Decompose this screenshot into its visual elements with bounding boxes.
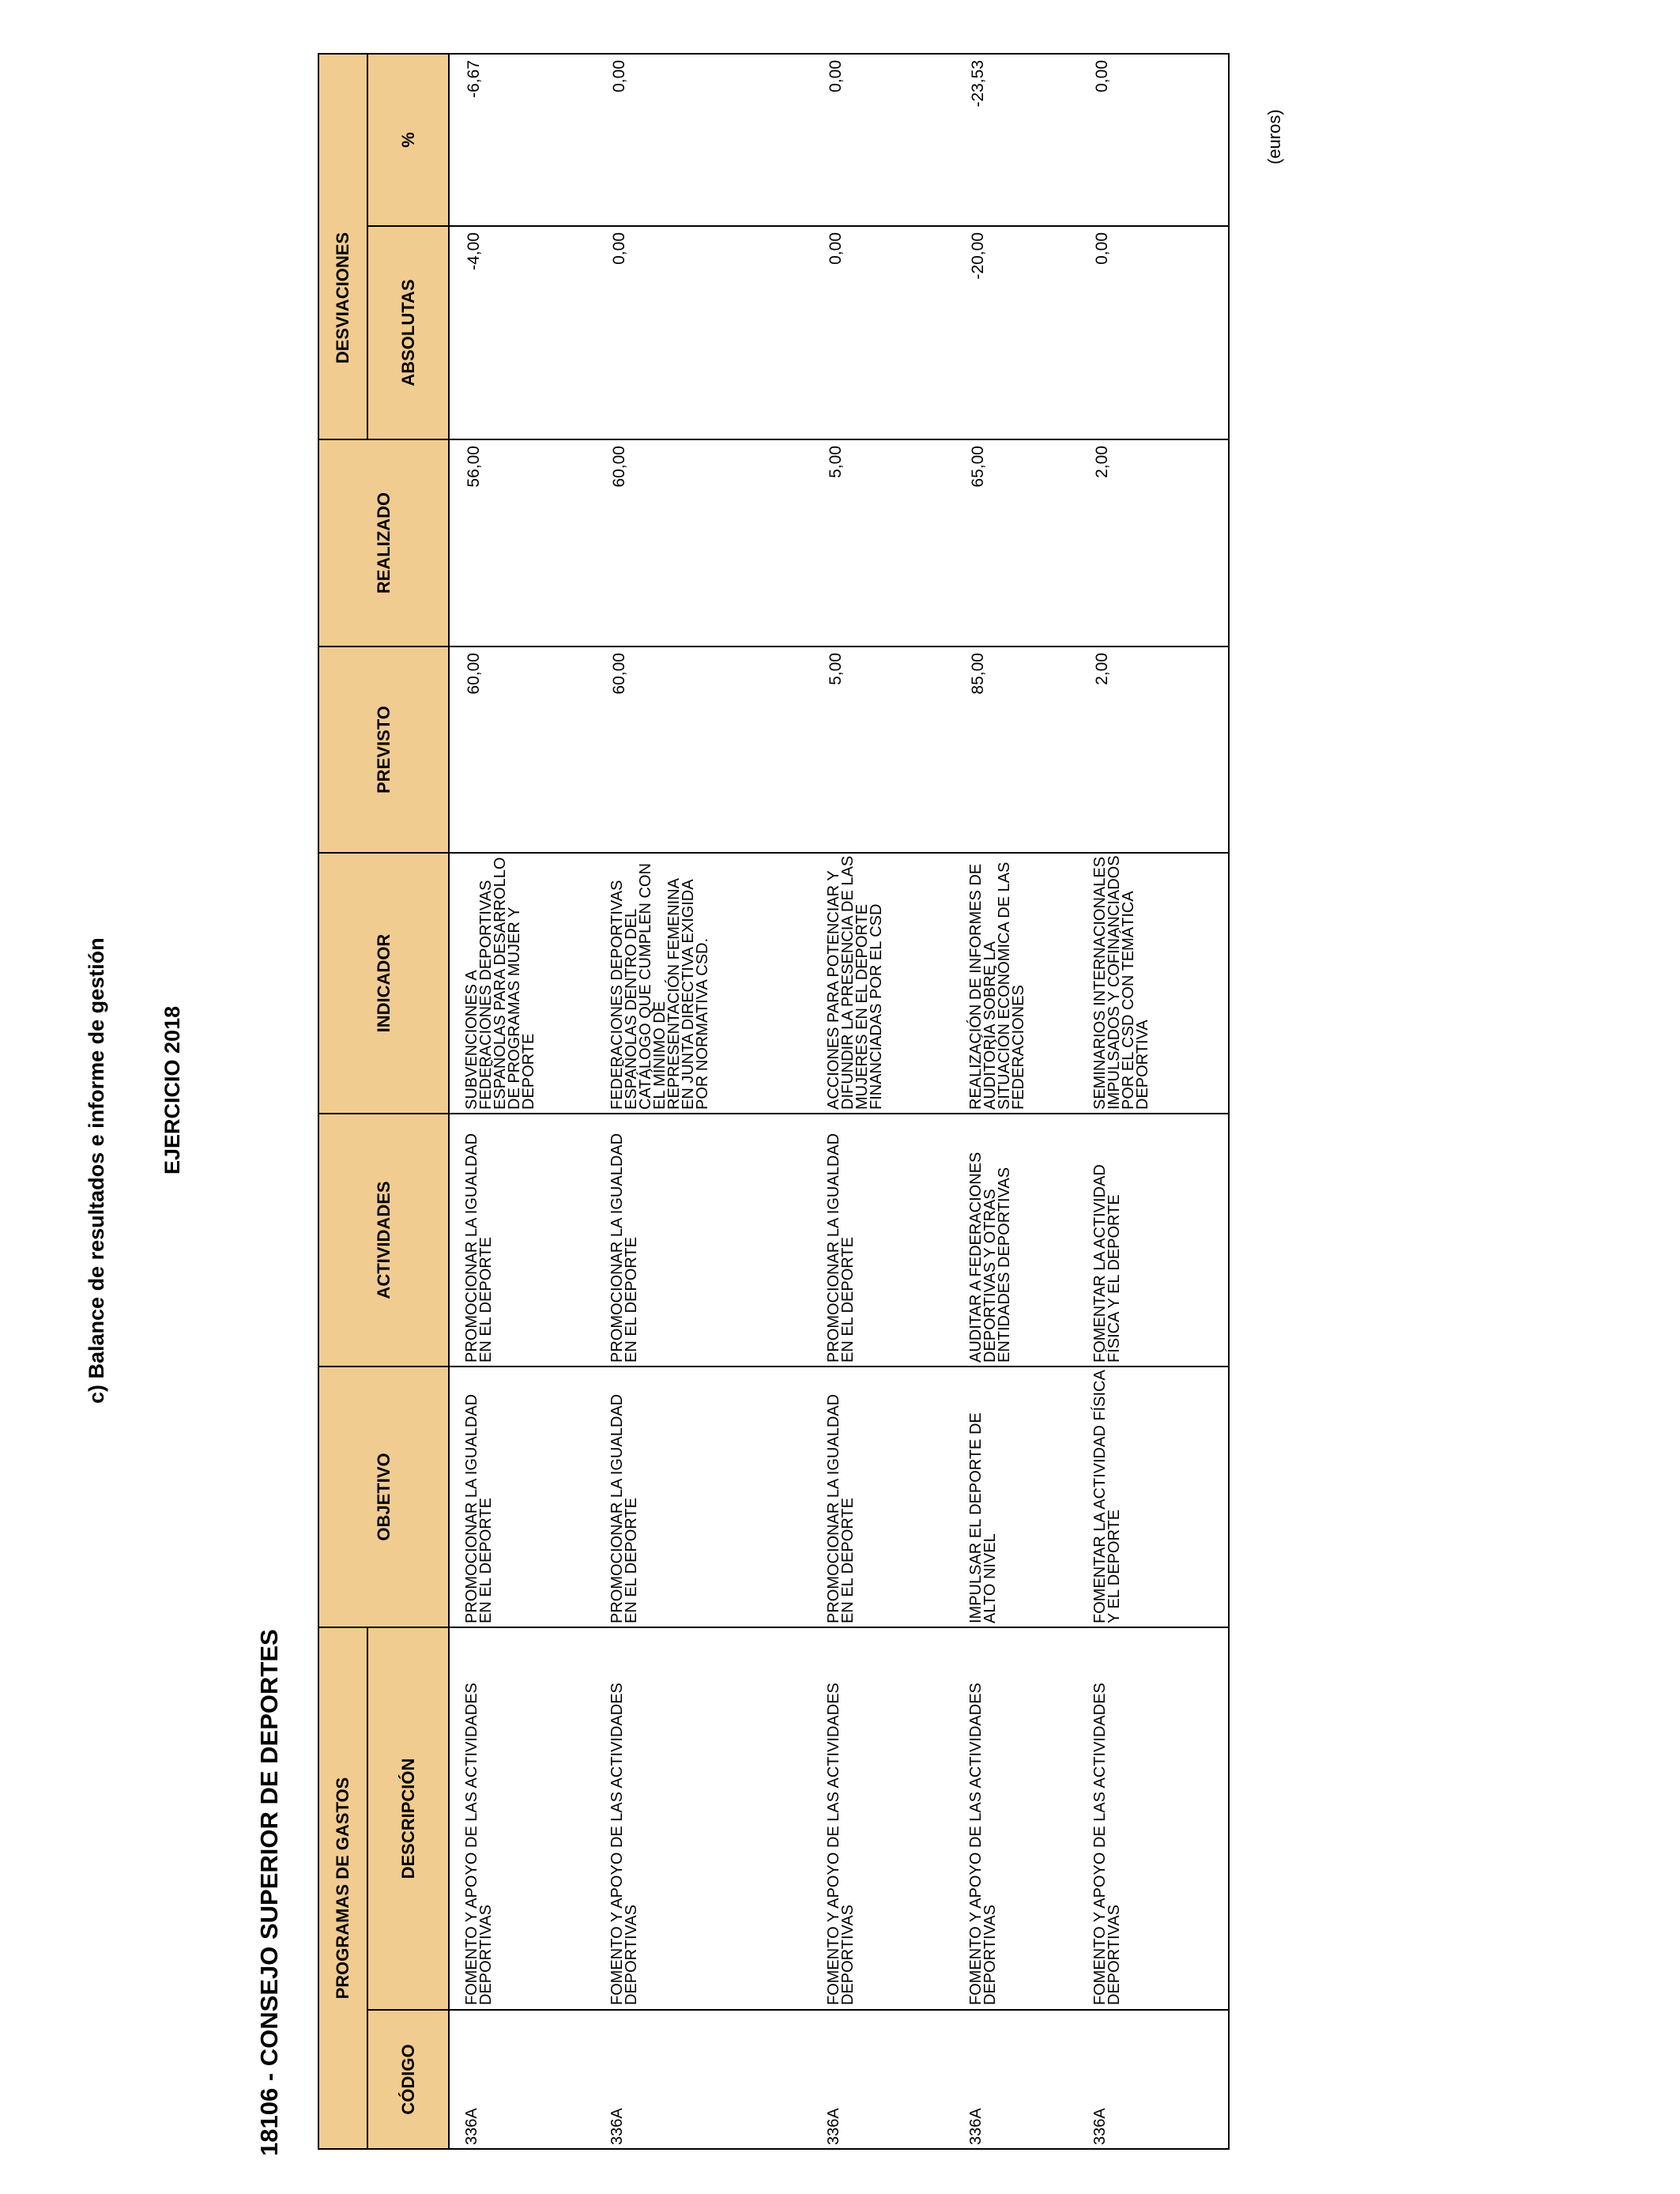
row-planned: 5,00	[827, 653, 845, 685]
row-code: 336A	[463, 2108, 480, 2145]
row-planned: 85,00	[969, 653, 987, 695]
row-achieved: 56,00	[465, 446, 483, 488]
header-objective: OBJETIVO	[373, 1453, 394, 1541]
section-title: c) Balance de resultados e informe de gestión	[85, 937, 108, 1404]
col-line-9	[318, 53, 1230, 55]
row-objective: PROMOCIONAR LA IGUALDAD EN EL DEPORTE	[608, 1393, 640, 1623]
header-indicator: INDICADOR	[373, 933, 394, 1033]
row-indicator: REALIZACIÓN DE INFORMES DE AUDITORÍA SOBRE LA SITUACIÓN ECONÓMICA DE LAS FEDERACIONES	[967, 861, 1027, 1110]
col-line-2	[318, 1627, 1230, 1628]
row-indicator: SEMINARIOS INTERNACIONALES IMPULSADOS Y COFINANCIADOS POR EL CSD CON TEMÁTICA DEPORTIVA	[1091, 855, 1151, 1110]
row-objective: FOMENTAR LA ACTIVIDAD FÍSICA Y EL DEPORTE	[1091, 1370, 1123, 1623]
row-achieved: 60,00	[610, 446, 628, 488]
table-bottom-border	[1228, 53, 1230, 2149]
header-activities: ACTIVIDADES	[373, 1181, 394, 1299]
row-description: FOMENTO Y APOYO DE LAS ACTIVIDADES DEPORTIVAS	[608, 1683, 640, 2005]
col-line-8	[367, 225, 1230, 227]
row-indicator: ACCIONES PARA POTENCIAR Y DIFUNDIR LA PRESENCIA DE LAS MUJERES EN EL DEPORTE FINANCIADAS POR EL CSD	[825, 855, 885, 1110]
row-percent: 0,00	[610, 60, 628, 92]
col-line-1	[367, 2009, 1230, 2011]
row-description: FOMENTO Y APOYO DE LAS ACTIVIDADES DEPORTIVAS	[463, 1683, 495, 2005]
row-absolute: -20,00	[969, 232, 987, 280]
row-objective: PROMOCIONAR LA IGUALDAD EN EL DEPORTE	[825, 1393, 857, 1623]
row-percent: 0,00	[827, 60, 845, 92]
header-percent: %	[397, 132, 418, 148]
header-absolute: ABSOLUTAS	[397, 279, 418, 386]
row-indicator: FEDERACIONES DEPORTIVAS ESPAÑOLAS DENTRO DEL CATÁLOGO QUE CUMPLEN CON EL MÍNIMO DE REPRESENTACIÓN FEMENINA EN JUNTA DIRECTIVA EXIGIDA POR NORMATIVA CSD.	[608, 863, 711, 1110]
col-line-5	[318, 852, 1230, 854]
col-line-7	[318, 439, 1230, 440]
col-line-4	[318, 1113, 1230, 1114]
row-code: 336A	[825, 2108, 842, 2145]
row-achieved: 2,00	[1093, 446, 1111, 478]
row-code: 336A	[1091, 2108, 1109, 2145]
exercise-title: EJERCICIO 2018	[160, 1005, 184, 1174]
row-absolute: -4,00	[465, 232, 483, 270]
row-achieved: 5,00	[827, 446, 845, 478]
row-code: 336A	[608, 2108, 626, 2145]
row-absolute: 0,00	[610, 232, 628, 265]
row-planned: 60,00	[465, 653, 483, 695]
row-percent: 0,00	[1093, 60, 1111, 92]
row-absolute: 0,00	[1093, 232, 1111, 265]
row-code: 336A	[967, 2108, 985, 2145]
header-group-deviations: DESVIACIONES	[333, 232, 352, 364]
col-line-6	[318, 646, 1230, 647]
header-achieved: REALIZADO	[373, 492, 394, 594]
header-description: DESCRIPCIÓN	[397, 1758, 418, 1879]
row-planned: 2,00	[1093, 653, 1111, 685]
row-planned: 60,00	[610, 653, 628, 695]
row-percent: -23,53	[969, 60, 987, 107]
row-objective: PROMOCIONAR LA IGUALDAD EN EL DEPORTE	[463, 1393, 495, 1623]
header-group-programs: PROGRAMAS DE GASTOS	[333, 1777, 352, 2000]
entity-title: 18106 - CONSEJO SUPERIOR DE DEPORTES	[255, 1629, 283, 2156]
col-line-0	[318, 2148, 1230, 2150]
row-objective: IMPULSAR EL DEPORTE DE ALTO NIVEL	[967, 1412, 999, 1623]
row-activities: AUDITAR A FEDERACIONES DEPORTIVAS Y OTRAS ENTIDADES DEPORTIVAS	[967, 1152, 1013, 1363]
group-line-right	[367, 53, 368, 439]
group-line-left	[367, 1627, 368, 2149]
header-bottom-border	[448, 53, 450, 2149]
row-indicator: SUBVENCIONES A FEDERACIONES DEPORTIVAS ESPAÑOLAS PARA DESARROLLO DE PROGRAMAS MUJER Y DEPORTE	[463, 857, 537, 1110]
row-percent: -6,67	[465, 60, 483, 98]
row-activities: FOMENTAR LA ACTIVIDAD FÍSICA Y EL DEPORTE	[1091, 1164, 1123, 1363]
row-activities: PROMOCIONAR LA IGUALDAD EN EL DEPORTE	[608, 1133, 640, 1363]
table-top-border	[318, 53, 319, 2149]
row-description: FOMENTO Y APOYO DE LAS ACTIVIDADES DEPORTIVAS	[1091, 1683, 1123, 2005]
row-absolute: 0,00	[827, 232, 845, 265]
header-planned: PREVISTO	[373, 706, 394, 794]
row-activities: PROMOCIONAR LA IGUALDAD EN EL DEPORTE	[463, 1133, 495, 1363]
unit-label: (euros)	[1264, 109, 1284, 164]
header-code: CÓDIGO	[397, 2044, 418, 2115]
row-achieved: 65,00	[969, 446, 987, 488]
row-description: FOMENTO Y APOYO DE LAS ACTIVIDADES DEPORTIVAS	[825, 1683, 857, 2005]
col-line-3	[318, 1366, 1230, 1367]
row-activities: PROMOCIONAR LA IGUALDAD EN EL DEPORTE	[825, 1133, 857, 1363]
row-description: FOMENTO Y APOYO DE LAS ACTIVIDADES DEPORTIVAS	[967, 1683, 999, 2005]
